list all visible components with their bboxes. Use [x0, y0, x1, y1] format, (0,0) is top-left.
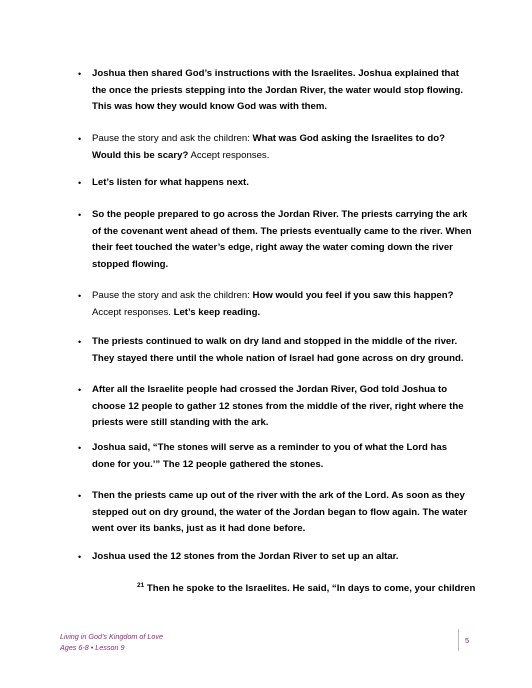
bold-text: What was God asking the Israelites to do? Would this be scary?: [92, 133, 445, 161]
paragraph-text: [92, 334, 472, 367]
footer-title: Living in God’s Kingdom of Love: [60, 632, 163, 641]
paragraph-text: [92, 549, 472, 566]
bold-text: Then the priests came up out of the river with the ark of the Lord. As soon as they stepped out on dry ground, the water of the Jordan began to flow again. The water went over its banks, just as it had done before.: [92, 490, 468, 534]
footer-lesson-info: [60, 631, 163, 653]
bold-text: After all the Israelite people had crossed the Jordan River, God told Joshua to choose 12 people to gather 12 stones from the middle of the river, right where the priests were still standing with the ark.: [92, 384, 464, 428]
bold-text: So the people prepared to go across the Jordan River. The priests carrying the ark of the covenant went ahead of them. The priests eventually came to the river. When their feet touched the water’s edge, right away the water coming down the river stopped flowing.: [92, 209, 472, 270]
paragraph-text: [92, 288, 472, 321]
paragraph-text: [92, 175, 472, 192]
bullet-paragraph: [78, 440, 472, 473]
bullet-dot: •: [78, 210, 82, 220]
bold-text: Let’s keep reading.: [173, 306, 261, 318]
bold-text: Let’s listen for what happens next.: [92, 177, 249, 188]
plain-text: Accept responses.: [188, 149, 270, 161]
bullet-dot: •: [78, 291, 82, 301]
footer-subtitle: Ages 6-8 • Lesson 9: [60, 643, 125, 652]
bullet-paragraph: [78, 549, 472, 566]
footer-divider: [458, 629, 459, 651]
paragraph-text: [92, 488, 472, 538]
bullet-dot: •: [78, 178, 82, 188]
scripture-verse: [137, 578, 477, 597]
plain-text: Pause the story and ask the children:: [92, 133, 253, 144]
paragraph-text: [92, 207, 472, 273]
bullet-dot: •: [78, 385, 82, 395]
paragraph-text: [92, 131, 472, 164]
paragraph-text: [92, 440, 472, 473]
verse-text: Then he spoke to the Israelites. He said, “In days to come, your children: [144, 583, 476, 594]
bullet-dot: •: [78, 491, 82, 501]
bullet-paragraph: [78, 382, 472, 432]
bullet-paragraph: [78, 175, 472, 192]
bullet-paragraph: [78, 488, 472, 538]
verse-number: 21: [137, 582, 145, 589]
bold-text: Joshua said, “The stones will serve as a reminder to you of what the Lord has done for you.’” The 12 people gathered the stones.: [92, 442, 448, 470]
bold-text: Joshua used the 12 stones from the Jordan River to set up an altar.: [92, 551, 399, 562]
bullet-paragraph: [78, 334, 472, 367]
bullet-dot: •: [78, 552, 82, 562]
bullet-dot: •: [78, 69, 82, 79]
paragraph-text: [92, 382, 472, 432]
bullet-dot: •: [78, 443, 82, 453]
page-number: 5: [465, 636, 470, 645]
paragraph-text: [92, 66, 472, 116]
plain-text: Accept responses.: [92, 306, 174, 318]
bullet-paragraph: [78, 207, 472, 273]
bold-text: The priests continued to walk on dry land and stopped in the middle of the river. They stayed there until the whole nation of Israel had gone across on dry ground.: [92, 336, 464, 364]
bold-text: How would you feel if you saw this happen?: [252, 290, 454, 301]
bullet-dot: •: [78, 337, 82, 347]
bullet-paragraph: [78, 66, 472, 116]
bold-text: Joshua then shared God’s instructions with the Israelites. Joshua explained that the once the priests stepping into the Jordan River, the water would stop flowing. This was how they would know God was with them.: [92, 68, 463, 112]
bullet-paragraph: [78, 288, 472, 321]
bullet-paragraph: [78, 131, 472, 164]
plain-text: Pause the story and ask the children:: [92, 290, 253, 301]
bullet-dot: •: [78, 134, 82, 144]
